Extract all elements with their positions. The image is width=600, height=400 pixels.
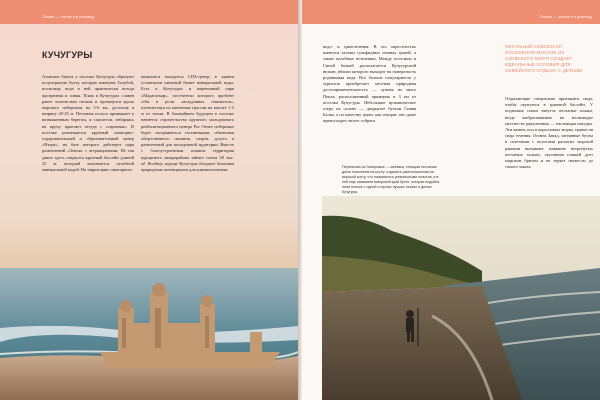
running-header: Пляжи — оптом и в розницу [539,14,592,19]
pull-quote: ПЕСЧАНЫЙ СОВСЕМ ИЛ ПОСЕЛЕНИЯ МНОГИЕ ИЗ АЗОВСКОГО МОРЯ СОЗДАЕТ ИДЕАЛЬНЫЕ УСЛОВИЯ ДЛЯ СЕМЕЙНОГО ОТДЫХА С ДЕТЬМИ [505,44,583,73]
header-bar [302,0,600,24]
running-header: Пляжи — оптом и в розницу [42,14,95,19]
article-column-2: комплекса находится СПА-центр, в здании установлен пятьевой бювет минеральной воды. Есть в Кучугурах и переночный парк «Мадагаскар», посетители которого пробуют себя в роли «воздушных гимнастов», путешествуя по канатным трассам на высоте 1-3 м от земли. В ближайшем будущем в поселке начнется строительство крупного молодежного реабилитационного центра Рос Отнее побережье будет застраиваться гостиницами, объектами общественного питания, спорта, досуга и развлечений для молодежной аудитории. Вместе с благоустроенным пляжем территория курортного микрорайона займет почти 58 тыс. м². Вообще, курорт Кучугуры обладает большим природным потенциалом для климатолечения, [141,74,234,173]
article-column-3: водо- и грязелечения. В его окрестностях имеются залежи сульфидных иловых грязей, а также целебные источники. Между поселком и Синей балкой располагается Кучугурский вулкан, вблизи которого выходит на поверхность родниковая вода. Все больше популярность у туристов приобретает местная природная достопримечательность — лучная на мысе Пекла, расположенный примерно в 3 км от поселка Кучугуры. Небольшие вулканическое озеро на склоне — двадцатое бухтам Синяя Балка, а по качеству грязи, как говорят, оно даже превосходит своего собрата. [323,44,416,124]
left-page [0,0,298,400]
page-title: КУЧУГУРЫ [42,50,93,60]
photo-caption: Пересыпка на Запорожье — калавка, стоящая песчаная дюна поселения на косту: отдыхать расположенная на морской косту, что называлось уникальными пластов, а в ней еще называли выпуклый край бухте, которая подобна этим полосе с одной стороны лучших песках и дюнах Кучугуры. [342,165,440,194]
header-bar [0,0,298,24]
sandcastle-photo [0,268,298,400]
right-page [302,0,600,400]
coast-photo [322,196,600,400]
article-column-4: Отдыхающие специально приезжают сюда, чтобы окунуться в грязевой бассейн. У подножия сопки тянутся песчаные пляжи, везде выбрасываемые на мелководье местности ракушечник — настоящая находка. Эти камни, пол в коралловых морях, принесли сюда течения. Огонек Запад, затеянные бухты в сочетании с полосами разлогих морской раковин вызывают плавание нетронутых песчаных холмах, окутанная пляжей дует морским бризом и не теряет свежести до самого заката. [505,96,593,170]
article-column-1: Азовские берега у поселка Кучугуры образуют полуотрытую бухту, которую именуют Голубой, поскольку вода в ней практически всегда прозрачная и синяя. Пляж в Кучугурах славен ранее золотистым песком и протянулся вдоль морского побережья на 5-6 км, достигая в ширину 20-25 м. Песчаная полоса примыкает к возвышенным берегам, и спасатели, взбираясь на кручу, прыгают оттуда с «тарзанки». В поселке размещается крупный санаторно-оздоровительный и образовательный центр «Нэлра», на базе которого действует парк развлечений «Земля» с аттракционами. Не так давно здесь открылся крупный бассейн длиной 25 м, который заполняется целебной минеральной водой. На территории санаторного [42,74,134,173]
